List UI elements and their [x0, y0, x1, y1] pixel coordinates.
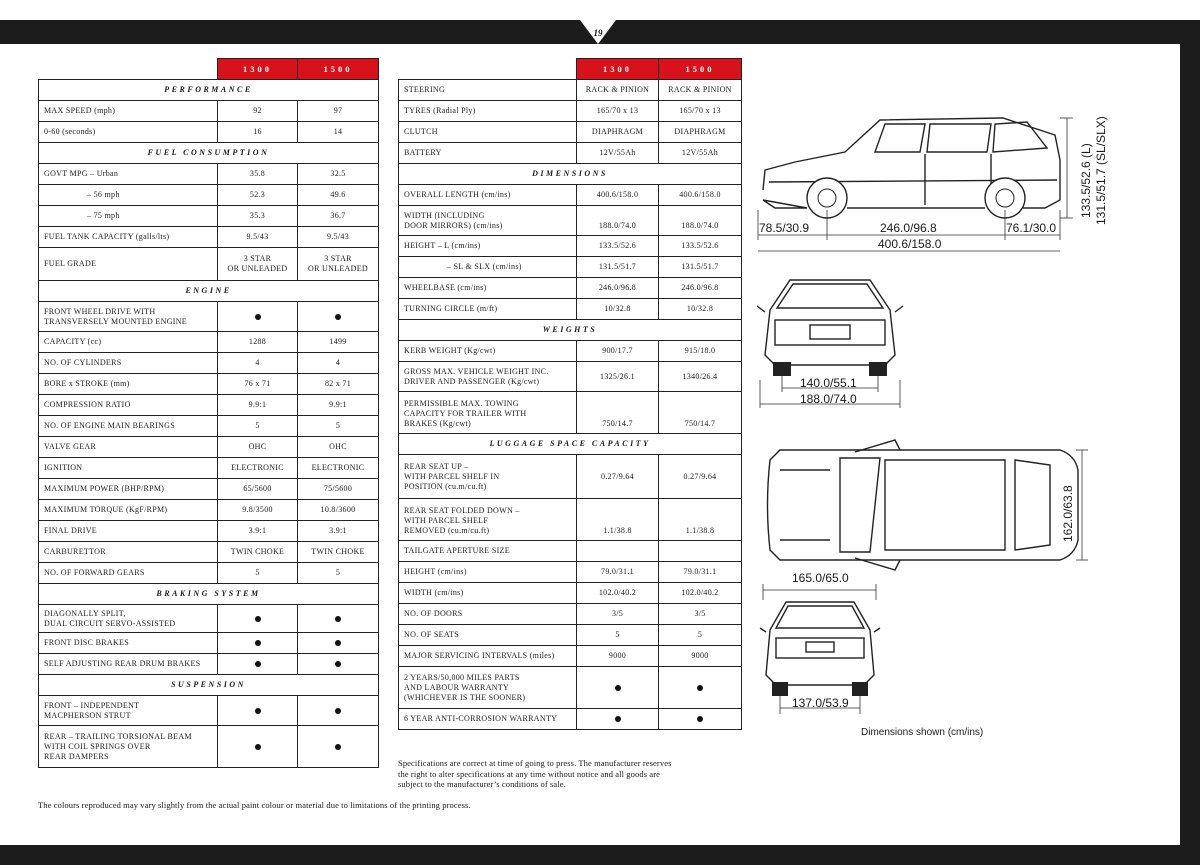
spec-value: 92 — [218, 101, 298, 122]
spec-row — [399, 185, 742, 206]
spec-label: HEIGHT (cm/ins) — [399, 562, 577, 583]
spec-value: 10.8/3600 — [298, 500, 379, 521]
spec-value: 188.0/74.0 — [577, 206, 659, 236]
spec-row — [39, 542, 379, 563]
bullet-dot-icon — [255, 744, 261, 750]
spec-value: 915/18.0 — [659, 341, 742, 362]
spec-value: 1325/26.1 — [577, 362, 659, 392]
spec-label: OVERALL LENGTH (cm/ins) — [399, 185, 577, 206]
spec-value: 4 — [218, 353, 298, 374]
spec-label: NO. OF CYLINDERS — [39, 353, 218, 374]
spec-row — [399, 206, 742, 236]
spec-row — [399, 341, 742, 362]
spec-row — [399, 122, 742, 143]
spec-row — [399, 299, 742, 320]
section-heading: BRAKING SYSTEM — [39, 584, 379, 605]
bullet-dot-icon — [335, 661, 341, 667]
spec-label: FRONT WHEEL DRIVE WITH TRANSVERSELY MOUNTED ENGINE — [39, 302, 218, 332]
spec-label: REAR SEAT FOLDED DOWN – WITH PARCEL SHELF REMOVED (cu.m/cu.ft) — [399, 499, 577, 541]
dimensions-caption: Dimensions shown (cm/ins) — [861, 727, 984, 738]
spec-value: 133.5/52.6 — [577, 236, 659, 257]
spec-value: 35.3 — [218, 206, 298, 227]
spec-row — [39, 353, 379, 374]
model-column-header: 1300 — [577, 59, 659, 80]
spec-label: FUEL GRADE — [39, 248, 218, 281]
spec-row — [399, 362, 742, 392]
spec-value: 76 x 71 — [218, 374, 298, 395]
spec-label: TAILGATE APERTURE SIZE — [399, 541, 577, 562]
spec-value: 102.0/40.2 — [577, 583, 659, 604]
spec-value: 16 — [218, 122, 298, 143]
spec-row — [399, 625, 742, 646]
spec-value: 32.5 — [298, 164, 379, 185]
spec-value: 188.0/74.0 — [659, 206, 742, 236]
spec-value: 165/70 x 13 — [659, 101, 742, 122]
spec-value: 246.0/96.8 — [577, 278, 659, 299]
spec-label: MAX SPEED (mph) — [39, 101, 218, 122]
front-track-dimension: 137.0/53.9 — [792, 696, 849, 710]
spec-row — [39, 206, 379, 227]
spec-value: 65/5600 — [218, 479, 298, 500]
spec-label: PERMISSIBLE MAX. TOWING CAPACITY FOR TRAILER WITH BRAKES (Kg/cwt) — [399, 392, 577, 434]
section-heading: SUSPENSION — [39, 675, 379, 696]
rear-overhang-dimension: 76.1/30.0 — [1006, 221, 1057, 235]
spec-value: 3/5 — [577, 604, 659, 625]
section-heading: PERFORMANCE — [39, 80, 379, 101]
spec-label: KERB WEIGHT (Kg/cwt) — [399, 341, 577, 362]
feature-included-cell — [218, 302, 298, 332]
rear-width-dimension: 188.0/74.0 — [800, 392, 857, 406]
spec-label: CARBURETTOR — [39, 542, 218, 563]
spec-row — [399, 101, 742, 122]
spec-label: NO. OF FORWARD GEARS — [39, 563, 218, 584]
spec-value: 10/32.8 — [577, 299, 659, 320]
spec-value: 79.0/31.1 — [577, 562, 659, 583]
spec-value: 5 — [577, 625, 659, 646]
spec-label: NO. OF DOORS — [399, 604, 577, 625]
spec-value — [659, 541, 742, 562]
feature-included-cell — [298, 696, 379, 726]
spec-value: 9.8/3500 — [218, 500, 298, 521]
spec-value: 5 — [218, 416, 298, 437]
spec-value: 3.9:1 — [218, 521, 298, 542]
spec-row — [39, 374, 379, 395]
spec-value: 97 — [298, 101, 379, 122]
spec-label: WIDTH (cm/ins) — [399, 583, 577, 604]
spec-value: 3.9:1 — [298, 521, 379, 542]
spec-row — [399, 646, 742, 667]
spec-label: REAR – TRAILING TORSIONAL BEAM WITH COIL SPRINGS OVER REAR DAMPERS — [39, 726, 218, 768]
spec-value: 1.1/38.8 — [659, 499, 742, 541]
spec-label: NO. OF SEATS — [399, 625, 577, 646]
feature-included-cell — [298, 726, 379, 768]
spec-value: DIAPHRAGM — [577, 122, 659, 143]
spec-row — [399, 583, 742, 604]
spec-row — [399, 562, 742, 583]
spec-label: SELF ADJUSTING REAR DRUM BRAKES — [39, 654, 218, 675]
height-l-dimension: 133.5/52.6 (L) — [1079, 143, 1093, 218]
front-width-dimension: 165.0/65.0 — [792, 571, 849, 585]
spec-row — [39, 185, 379, 206]
section-heading-row — [39, 281, 379, 302]
section-heading: LUGGAGE SPACE CAPACITY — [399, 434, 742, 455]
spec-value: OHC — [218, 437, 298, 458]
table-header-row — [399, 59, 742, 80]
spec-row — [39, 521, 379, 542]
spec-label: – SL & SLX (cm/ins) — [399, 257, 577, 278]
bullet-dot-icon — [697, 685, 703, 691]
spec-value: ELECTRONIC — [218, 458, 298, 479]
spec-row — [39, 437, 379, 458]
feature-included-cell — [218, 696, 298, 726]
spec-value: 0.27/9.64 — [659, 455, 742, 499]
spec-value: 5 — [298, 563, 379, 584]
feature-included-cell — [298, 654, 379, 675]
feature-included-cell — [659, 667, 742, 709]
section-heading-row — [39, 80, 379, 101]
spec-label: 6 YEAR ANTI-CORROSION WARRANTY — [399, 709, 577, 730]
spec-label: WIDTH (INCLUDING DOOR MIRRORS) (cm/ins) — [399, 206, 577, 236]
bullet-dot-icon — [335, 640, 341, 646]
height-sl-dimension: 131.5/51.7 (SL/SLX) — [1094, 116, 1108, 225]
spec-value: 900/17.7 — [577, 341, 659, 362]
spec-row — [399, 667, 742, 709]
feature-included-cell — [298, 633, 379, 654]
section-heading-row — [399, 164, 742, 185]
spec-value: 246.0/96.8 — [659, 278, 742, 299]
model-column-header: 1500 — [659, 59, 742, 80]
spec-row — [39, 248, 379, 281]
spec-row — [399, 236, 742, 257]
spec-label: BORE x STROKE (mm) — [39, 374, 218, 395]
spec-label: WHEELBASE (cm/ins) — [399, 278, 577, 299]
right-spec-table — [398, 58, 742, 730]
spec-value: 9.5/43 — [298, 227, 379, 248]
spec-value: 12V/55Ah — [577, 143, 659, 164]
spec-row — [39, 122, 379, 143]
spec-value: 4 — [298, 353, 379, 374]
spec-label: BATTERY — [399, 143, 577, 164]
spec-value: TWIN CHOKE — [218, 542, 298, 563]
spec-value: 82 x 71 — [298, 374, 379, 395]
spec-row — [39, 395, 379, 416]
spec-row — [39, 416, 379, 437]
spec-row — [399, 604, 742, 625]
specification-note: Specifications are correct at time of going to press. The manufacturer reserves the right to alter specifications at any time without notice and all goods are subject to the manufacturer’s conditions of sale. — [398, 758, 672, 789]
front-overhang-dimension: 78.5/30.9 — [759, 221, 810, 235]
spec-value: 9.9:1 — [218, 395, 298, 416]
spec-row — [39, 696, 379, 726]
feature-included-cell — [577, 709, 659, 730]
spec-label: 2 YEARS/50,000 MILES PARTS AND LABOUR WARRANTY (WHICHEVER IS THE SOONER) — [399, 667, 577, 709]
spec-label: FRONT DISC BRAKES — [39, 633, 218, 654]
spec-value: 14 — [298, 122, 379, 143]
rear-track-dimension: 140.0/55.1 — [800, 376, 857, 390]
bullet-dot-icon — [697, 716, 703, 722]
feature-included-cell — [218, 654, 298, 675]
spec-label: MAXIMUM TORQUE (KgF/RPM) — [39, 500, 218, 521]
spec-value: ELECTRONIC — [298, 458, 379, 479]
bullet-dot-icon — [255, 314, 261, 320]
spec-value: 750/14.7 — [577, 392, 659, 434]
spec-value: 3/5 — [659, 604, 742, 625]
spec-row — [399, 143, 742, 164]
spec-row — [399, 709, 742, 730]
header-blank-cell — [399, 59, 577, 80]
spec-value: 36.7 — [298, 206, 379, 227]
spec-label: HEIGHT – L (cm/ins) — [399, 236, 577, 257]
bullet-dot-icon — [255, 708, 261, 714]
bullet-dot-icon — [255, 661, 261, 667]
section-heading-row — [39, 143, 379, 164]
spec-value: DIAPHRAGM — [659, 122, 742, 143]
bullet-dot-icon — [335, 744, 341, 750]
spec-label: CLUTCH — [399, 122, 577, 143]
spec-row — [39, 500, 379, 521]
right-black-band — [1180, 20, 1200, 865]
spec-label: DIAGONALLY SPLIT, DUAL CIRCUIT SERVO-ASSISTED — [39, 605, 218, 633]
spec-value: 165/70 x 13 — [577, 101, 659, 122]
spec-row — [39, 563, 379, 584]
spec-value: 9.5/43 — [218, 227, 298, 248]
overall-length-dimension: 400.6/158.0 — [878, 237, 942, 251]
spec-row — [399, 392, 742, 434]
spec-row — [399, 80, 742, 101]
spec-row — [39, 101, 379, 122]
page-number-tab — [580, 20, 616, 44]
spec-value: 5 — [298, 416, 379, 437]
section-heading-row — [39, 584, 379, 605]
section-heading-row — [399, 320, 742, 341]
section-heading-row — [39, 675, 379, 696]
spec-row — [39, 479, 379, 500]
spec-value: 0.27/9.64 — [577, 455, 659, 499]
spec-value: 1499 — [298, 332, 379, 353]
spec-value: 750/14.7 — [659, 392, 742, 434]
spec-label: – 75 mph — [39, 206, 218, 227]
spec-row — [399, 455, 742, 499]
spec-label: COMPRESSION RATIO — [39, 395, 218, 416]
spec-value: OHC — [298, 437, 379, 458]
section-heading: FUEL CONSUMPTION — [39, 143, 379, 164]
spec-row — [399, 257, 742, 278]
spec-label: TURNING CIRCLE (m/ft) — [399, 299, 577, 320]
feature-included-cell — [298, 605, 379, 633]
spec-label: FINAL DRIVE — [39, 521, 218, 542]
spec-label: – 56 mph — [39, 185, 218, 206]
page-number: 19 — [593, 28, 603, 38]
bullet-dot-icon — [255, 616, 261, 622]
spec-label: GOVT MPG – Urban — [39, 164, 218, 185]
spec-value: 1.1/38.8 — [577, 499, 659, 541]
spec-label: GROSS MAX. VEHICLE WEIGHT INC. DRIVER AND PASSENGER (Kg/cwt) — [399, 362, 577, 392]
spec-value: 3 STAR OR UNLEADED — [298, 248, 379, 281]
left-spec-table — [38, 58, 379, 768]
spec-value: 52.3 — [218, 185, 298, 206]
spec-label: VALVE GEAR — [39, 437, 218, 458]
spec-row — [39, 164, 379, 185]
spec-value: TWIN CHOKE — [298, 542, 379, 563]
spec-value — [577, 541, 659, 562]
header-blank-cell — [39, 59, 218, 80]
spec-value: RACK & PINION — [659, 80, 742, 101]
spec-row — [399, 541, 742, 562]
spec-value: 131.5/51.7 — [659, 257, 742, 278]
feature-included-cell — [659, 709, 742, 730]
spec-value: 131.5/51.7 — [577, 257, 659, 278]
bullet-dot-icon — [335, 616, 341, 622]
colour-note: The colours reproduced may vary slightly from the actual paint colour or material due to limitations of the printing process. — [38, 800, 471, 810]
spec-value: RACK & PINION — [577, 80, 659, 101]
spec-value: 400.6/158.0 — [577, 185, 659, 206]
spec-row — [39, 633, 379, 654]
feature-included-cell — [218, 633, 298, 654]
spec-label: NO. OF ENGINE MAIN BEARINGS — [39, 416, 218, 437]
spec-label: 0-60 (seconds) — [39, 122, 218, 143]
feature-included-cell — [218, 605, 298, 633]
spec-label: MAJOR SERVICING INTERVALS (miles) — [399, 646, 577, 667]
feature-included-cell — [298, 302, 379, 332]
spec-value: 10/32.8 — [659, 299, 742, 320]
section-heading: ENGINE — [39, 281, 379, 302]
spec-row — [39, 605, 379, 633]
bullet-dot-icon — [615, 685, 621, 691]
spec-value: 12V/55Ah — [659, 143, 742, 164]
spec-value: 9000 — [659, 646, 742, 667]
spec-value: 35.8 — [218, 164, 298, 185]
bullet-dot-icon — [335, 708, 341, 714]
spec-label: TYRES (Radial Ply) — [399, 101, 577, 122]
spec-label: MAXIMUM POWER (BHP/RPM) — [39, 479, 218, 500]
spec-row — [39, 458, 379, 479]
spec-value: 1340/26.4 — [659, 362, 742, 392]
spec-value: 75/5600 — [298, 479, 379, 500]
spec-row — [39, 726, 379, 768]
top-width-dimension: 162.0/63.8 — [1061, 485, 1075, 542]
model-column-header: 1500 — [298, 59, 379, 80]
spec-value: 1288 — [218, 332, 298, 353]
spec-value: 133.5/52.6 — [659, 236, 742, 257]
spec-value: 9.9:1 — [298, 395, 379, 416]
spec-value: 102.0/40.2 — [659, 583, 742, 604]
spec-label: IGNITION — [39, 458, 218, 479]
spec-row — [399, 499, 742, 541]
spec-label: FUEL TANK CAPACITY (galls/lts) — [39, 227, 218, 248]
spec-row — [39, 332, 379, 353]
spec-row — [39, 654, 379, 675]
spec-row — [399, 278, 742, 299]
bullet-dot-icon — [335, 314, 341, 320]
table-header-row — [39, 59, 379, 80]
spec-value: 400.6/158.0 — [659, 185, 742, 206]
section-heading: WEIGHTS — [399, 320, 742, 341]
spec-label: CAPACITY (cc) — [39, 332, 218, 353]
bottom-black-band — [0, 845, 1200, 865]
model-column-header: 1300 — [218, 59, 298, 80]
bullet-dot-icon — [615, 716, 621, 722]
spec-row — [39, 302, 379, 332]
section-heading-row — [399, 434, 742, 455]
spec-value: 3 STAR OR UNLEADED — [218, 248, 298, 281]
feature-included-cell — [218, 726, 298, 768]
feature-included-cell — [577, 667, 659, 709]
spec-value: 5 — [218, 563, 298, 584]
side-wheelbase-dimension: 246.0/96.8 — [880, 221, 937, 235]
bullet-dot-icon — [255, 640, 261, 646]
spec-value: 79.0/31.1 — [659, 562, 742, 583]
top-view-drawing — [760, 430, 1090, 585]
spec-value: 9000 — [577, 646, 659, 667]
section-heading: DIMENSIONS — [399, 164, 742, 185]
spec-label: REAR SEAT UP – WITH PARCEL SHELF IN POSITION (cu.m/cu.ft) — [399, 455, 577, 499]
spec-label: FRONT – INDEPENDENT MACPHERSON STRUT — [39, 696, 218, 726]
spec-value: 49.6 — [298, 185, 379, 206]
spec-row — [39, 227, 379, 248]
spec-value: 5 — [659, 625, 742, 646]
spec-label: STEERING — [399, 80, 577, 101]
